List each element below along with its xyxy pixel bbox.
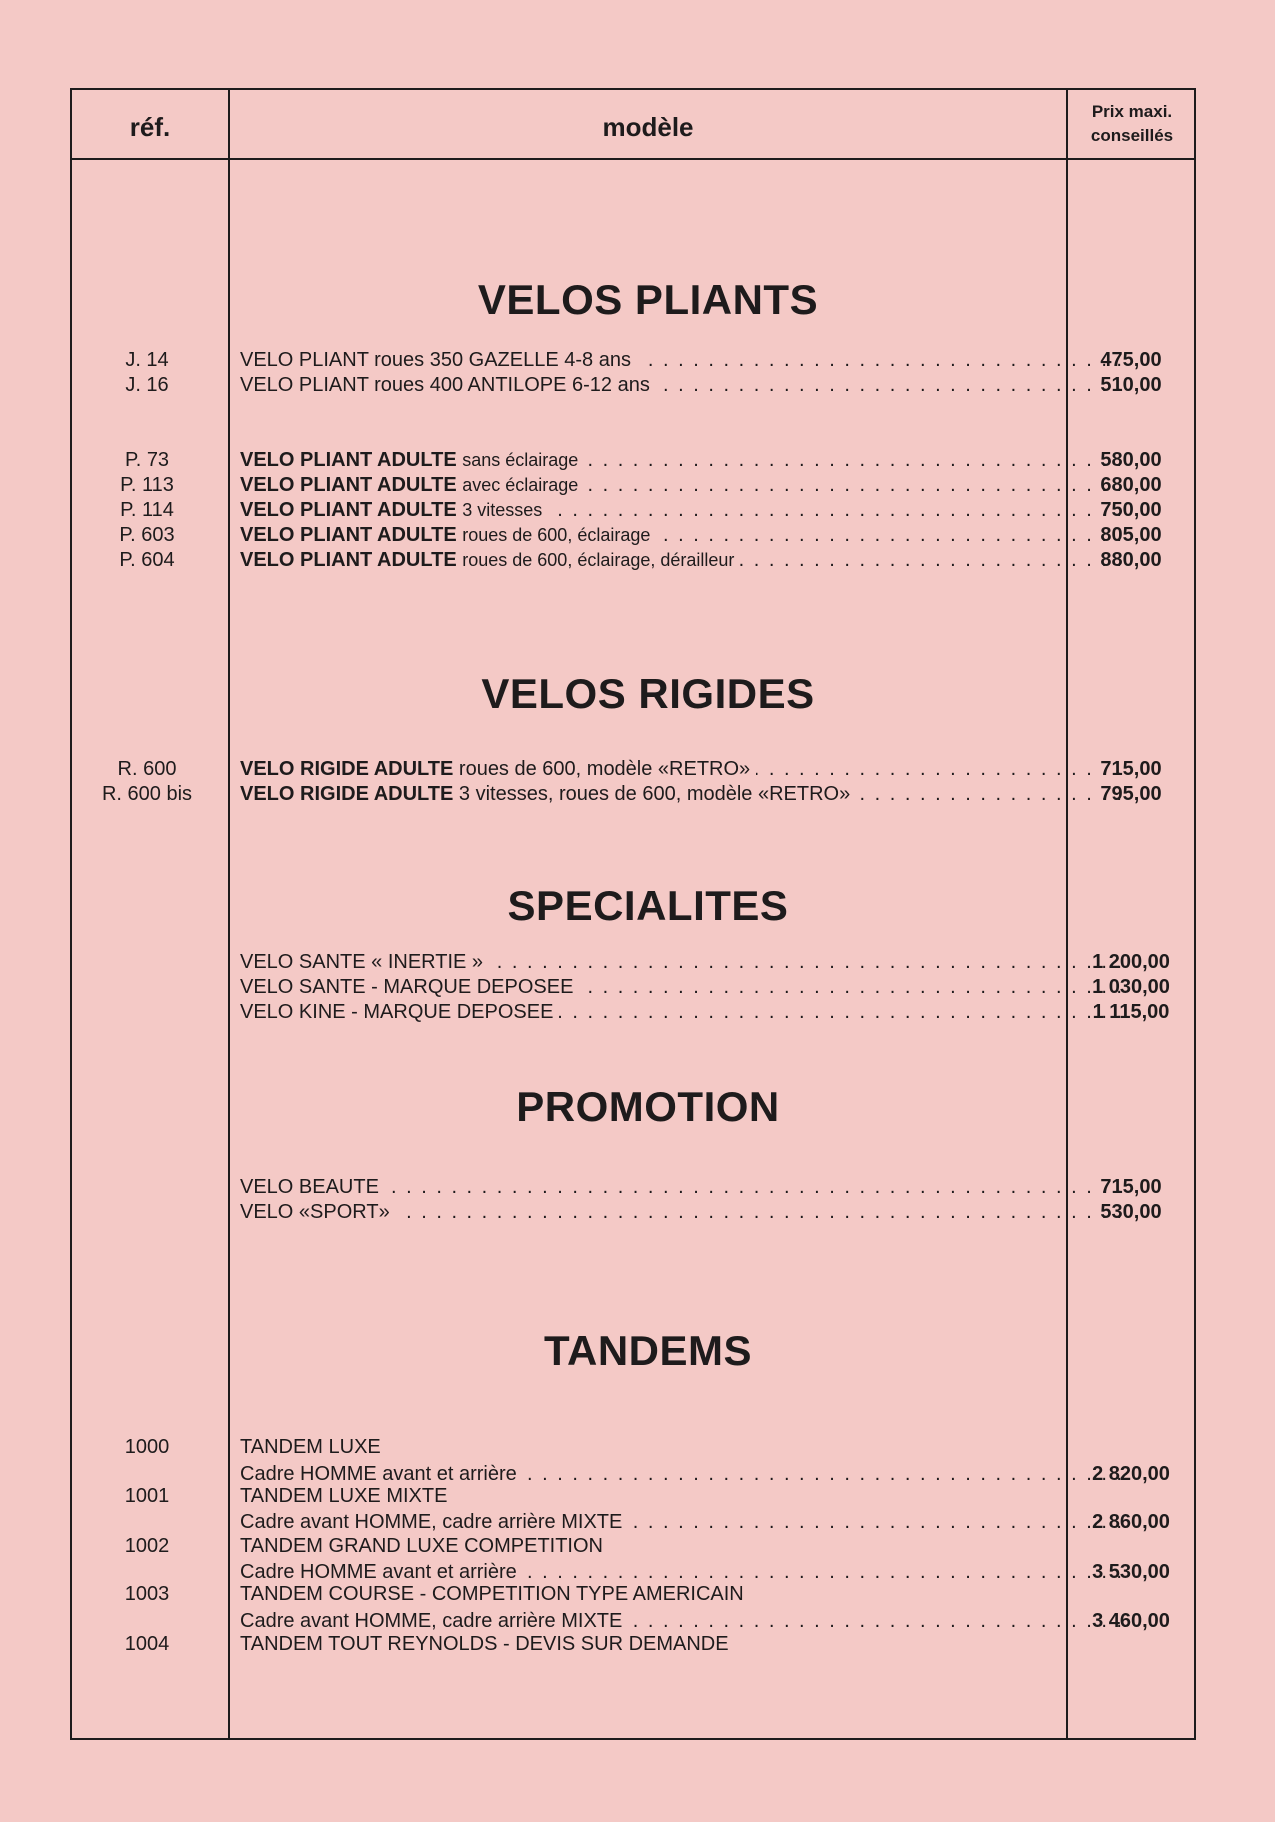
- row-ref: R. 600: [117, 758, 177, 780]
- table-row: [72, 1200, 1196, 1225]
- row-price: 750,00: [1100, 499, 1162, 521]
- header-model: modèle: [602, 112, 694, 142]
- row-price: 580,00: [1100, 449, 1162, 471]
- row-price: 2 860,00: [1092, 1511, 1170, 1533]
- section-title-specialites: SPECIALITES: [507, 882, 789, 929]
- row-desc: VELO PLIANT ADULTE sans éclairage . . .: [240, 448, 1132, 473]
- row-price: 475,00: [1100, 349, 1162, 371]
- table-row: [72, 1484, 1196, 1509]
- section-title-velos-rigides: VELOS RIGIDES: [481, 670, 815, 717]
- row-ref: J. 16: [125, 374, 169, 396]
- table-row: [72, 1534, 1196, 1559]
- row-desc: Cadre avant HOMME, cadre arrière MIXTE . . .: [240, 1510, 1132, 1535]
- row-ref: 1004: [124, 1633, 170, 1655]
- section-title-promotion: PROMOTION: [516, 1083, 780, 1130]
- row-desc: TANDEM TOUT REYNOLDS - DEVIS SUR DEMANDE: [240, 1632, 1132, 1657]
- row-desc: VELO RIGIDE ADULTE 3 vitesses, roues de 600, modèle «RETRO» . . .: [240, 782, 1132, 807]
- header-divider: [70, 158, 1196, 160]
- table-row: [72, 757, 1196, 782]
- row-desc: VELO BEAUTE . . .: [240, 1175, 1132, 1200]
- table-row: [72, 782, 1196, 807]
- table-row: [72, 975, 1196, 1000]
- row-ref: P. 73: [124, 449, 170, 471]
- row-price: 805,00: [1100, 524, 1162, 546]
- row-price: 795,00: [1100, 783, 1162, 805]
- row-price: 1 115,00: [1092, 1001, 1170, 1023]
- row-ref: 1003: [124, 1583, 170, 1605]
- row-ref: J. 14: [125, 349, 169, 371]
- header-ref: réf.: [129, 112, 171, 142]
- row-desc: VELO RIGIDE ADULTE roues de 600, modèle «RETRO» . . .: [240, 757, 1132, 782]
- row-ref: 1001: [124, 1485, 170, 1507]
- row-desc: VELO SANTE - MARQUE DEPOSEE . . .: [240, 975, 1132, 1000]
- table-row: [72, 950, 1196, 975]
- row-price: 880,00: [1100, 549, 1162, 571]
- table-row: [72, 448, 1196, 473]
- row-desc: TANDEM COURSE - COMPETITION TYPE AMERICAIN: [240, 1582, 1132, 1607]
- row-ref: P. 114: [120, 499, 174, 521]
- row-price: 715,00: [1100, 758, 1162, 780]
- row-ref: 1000: [124, 1436, 170, 1458]
- header-price: [1068, 100, 1196, 148]
- table-row: [72, 1582, 1196, 1607]
- row-desc: VELO PLIANT ADULTE roues de 600, éclairage . . .: [240, 523, 1132, 548]
- table-row: [72, 523, 1196, 548]
- row-desc: Cadre HOMME avant et arrière . . .: [240, 1560, 1132, 1585]
- header-price-line1: Prix maxi.: [1091, 102, 1173, 121]
- row-desc: VELO PLIANT ADULTE avec éclairage . . .: [240, 473, 1132, 498]
- row-price: 510,00: [1100, 374, 1162, 396]
- table-row: [72, 348, 1196, 373]
- table-row: [72, 1510, 1196, 1535]
- table-row: [72, 473, 1196, 498]
- table-row: [72, 1632, 1196, 1657]
- table-row: [72, 1175, 1196, 1200]
- table-row: [72, 1000, 1196, 1025]
- row-desc: VELO KINE - MARQUE DEPOSEE . . .: [240, 1000, 1132, 1025]
- row-desc: VELO PLIANT ADULTE 3 vitesses . . .: [240, 498, 1132, 523]
- row-desc: Cadre avant HOMME, cadre arrière MIXTE . . .: [240, 1609, 1132, 1634]
- row-desc: VELO «SPORT» . . .: [240, 1200, 1132, 1225]
- row-ref: P. 603: [119, 524, 175, 546]
- table-row: [72, 373, 1196, 398]
- header-price-line2: conseillés: [1090, 126, 1174, 145]
- table-row: [72, 1435, 1196, 1460]
- row-desc: VELO PLIANT ADULTE roues de 600, éclairage, dérailleur . . .: [240, 548, 1132, 573]
- row-price: 680,00: [1100, 474, 1162, 496]
- row-ref: R. 600 bis: [101, 783, 193, 805]
- row-ref: P. 604: [119, 549, 175, 571]
- row-desc: VELO PLIANT roues 350 GAZELLE 4-8 ans . . .: [240, 348, 1132, 373]
- table-row: [72, 498, 1196, 523]
- row-price: 2 820,00: [1092, 1463, 1170, 1485]
- row-price: 715,00: [1100, 1176, 1162, 1198]
- section-title-tandems: TANDEMS: [543, 1327, 753, 1374]
- row-price: 1 030,00: [1092, 976, 1170, 998]
- table-row: [72, 1609, 1196, 1634]
- row-desc: TANDEM LUXE MIXTE: [240, 1484, 1132, 1509]
- row-desc: VELO SANTE « INERTIE » . . .: [240, 950, 1132, 975]
- row-price: 3 530,00: [1092, 1561, 1170, 1583]
- row-price: 3 460,00: [1092, 1610, 1170, 1632]
- row-desc: TANDEM LUXE: [240, 1435, 1132, 1460]
- row-desc: VELO PLIANT roues 400 ANTILOPE 6-12 ans . . .: [240, 373, 1132, 398]
- section-title-velos-pliants: VELOS PLIANTS: [477, 276, 819, 323]
- row-ref: 1002: [124, 1535, 170, 1557]
- row-price: 530,00: [1100, 1201, 1162, 1223]
- table-row: [72, 548, 1196, 573]
- row-ref: P. 113: [120, 474, 174, 496]
- row-desc: TANDEM GRAND LUXE COMPETITION: [240, 1534, 1132, 1559]
- row-price: 1 200,00: [1092, 951, 1170, 973]
- row-desc: Cadre HOMME avant et arrière . . .: [240, 1462, 1132, 1487]
